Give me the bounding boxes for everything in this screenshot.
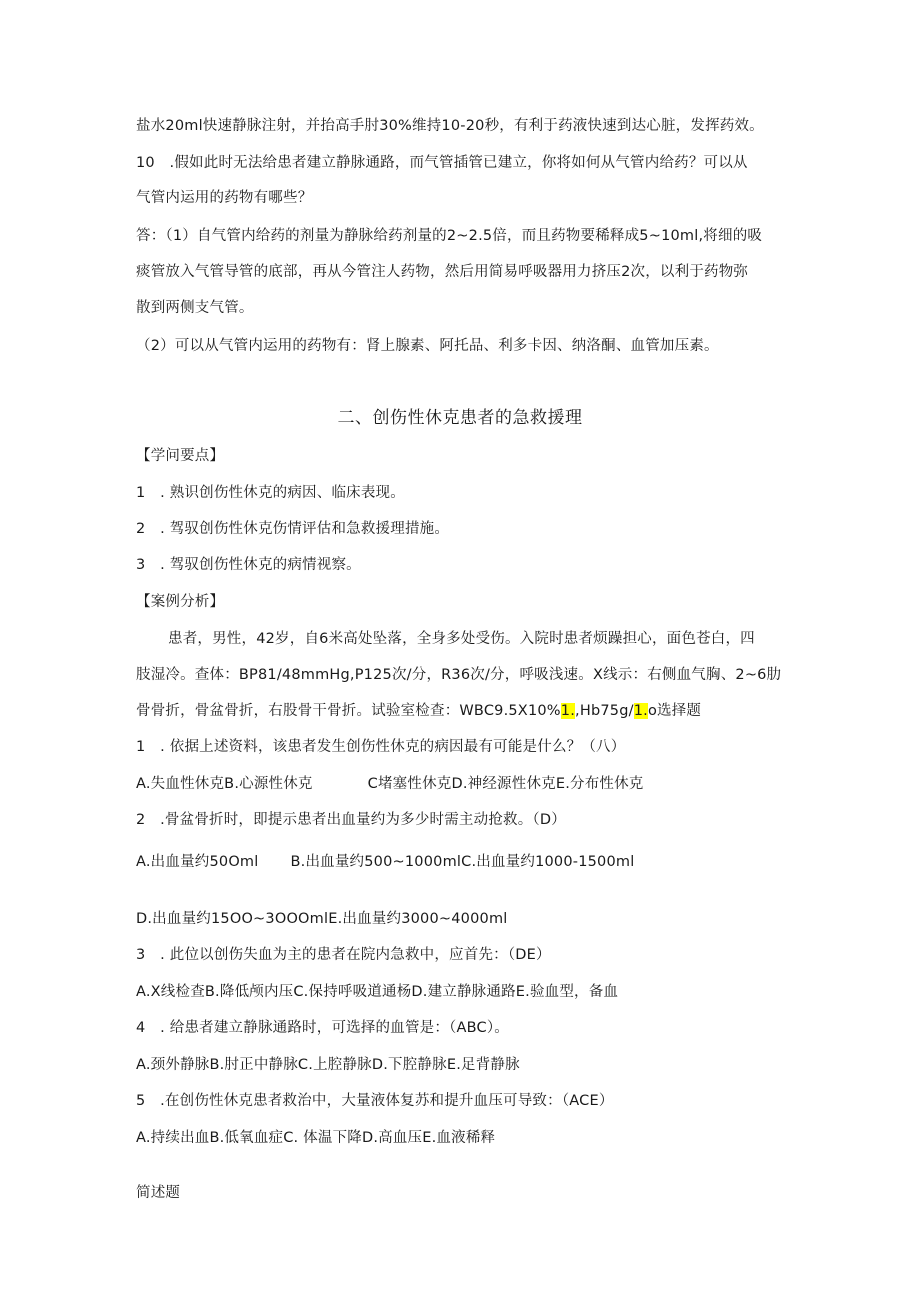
question-10: 10 .假如此时无法给患者建立静脉通路，而气管插管已建立，你将如何从气管内给药？可以从 xyxy=(136,155,748,171)
option-group: C堵塞性休克D.神经源性休克E.分布性休克 xyxy=(367,776,644,792)
point-item: 2 . 驾驭创伤性休克伤情评估和急救援理措施。 xyxy=(136,521,450,537)
option-group: B.出血量约500~1000mlC.出血量约1000-1500ml xyxy=(290,854,635,870)
answer-line-2: （2）可以从气管内运用的药物有：肾上腺素、阿托品、利多卡因、纳洛酮、血管加压素。 xyxy=(136,338,719,354)
option-group: A.出血量约50Oml xyxy=(136,854,259,870)
question-3: 3 . 此位以创伤失血为主的患者在院内急救中，应首先：（DE） xyxy=(136,947,551,963)
text-line: 盐水20ml快速静脉注射，并抬高手肘30%维持10-20秒，有利于药液快速到达心脏，发挥药效。 xyxy=(136,118,764,134)
question-3-options: A.X线检查B.降低颅内压C.保持呼吸道通杨D.建立静脉通路E.验血型，备血 xyxy=(136,984,619,1000)
question-4-options: A.颈外静脉B.肘正中静脉C.上腔静脉D.下腔静脉E.足背静脉 xyxy=(136,1057,520,1073)
question-1-options xyxy=(136,774,644,794)
highlight-mark: 1. xyxy=(560,703,576,719)
lab-text-b: ,Hb75g/ xyxy=(575,703,634,719)
text-line: 气管内运用的药物有哪些？ xyxy=(136,190,313,206)
question-2: 2 .骨盆骨折时，即提示患者出血量约为多少时需主动抢救。（D） xyxy=(136,812,566,828)
question-2-options-cont: D.出血量约15OO~3OOOmlE.出血量约3000~4000ml xyxy=(136,911,508,927)
text-line: 痰管放入气管导管的底部，再从今管注人药物，然后用简易呼吸器用力挤压2次，以利于药物弥 xyxy=(136,264,749,280)
highlight-mark: 1. xyxy=(633,703,648,719)
lab-text-c: o选择题 xyxy=(647,703,702,719)
question-2-options xyxy=(136,852,634,872)
lab-text-a: 骨骨折，骨盆骨折，右股骨干骨折。试验室检查：WBC9.5X10% xyxy=(136,703,561,719)
answer-line: 答：（1）自气管内给药的剂量为静脉给药剂量的2~2.5倍，而且药物要稀释成5~10ml,将细的吸 xyxy=(136,228,763,244)
text-line: 散到两侧支气管。 xyxy=(136,300,254,316)
point-item: 1 . 熟识创伤性休克的病因、临床表现。 xyxy=(136,485,405,501)
option-group: A.失血性休克B.心源性休克 xyxy=(136,776,313,792)
section-title: 二、创伤性休克患者的急救援理 xyxy=(337,408,583,428)
question-5: 5 .在创伤性休克患者救治中，大量液体复苏和提升血压可导致：（ACE） xyxy=(136,1093,614,1109)
question-4: 4 . 给患者建立静脉通路时，可选择的血管是：（ABC）。 xyxy=(136,1020,509,1036)
points-header: 【学问要点】 xyxy=(136,448,225,464)
question-5-options: A.持续出血B.低氧血症C. 体温下降D.高血压E.血液稀释 xyxy=(136,1130,496,1146)
case-text: 患者，男性，42岁，自6米高处坠落，全身多处受伤。入院时患者烦躁担心，面色苍白，四 xyxy=(168,631,755,647)
case-text: 肢湿冷。查体：BP81/48mmHg,P125次/分，R36次/分，呼吸浅速。X线示：右侧血气胸、2~6肋 xyxy=(136,667,782,683)
case-text-lab xyxy=(136,701,701,721)
point-item: 3 . 驾驭创伤性休克的病情视察。 xyxy=(136,557,361,573)
question-1: 1 . 依据上述资料，该患者发生创伤性休克的病因最有可能是什么？（八） xyxy=(136,739,626,755)
short-answer-header: 简述题 xyxy=(136,1185,181,1201)
case-header: 【案例分析】 xyxy=(136,594,225,610)
